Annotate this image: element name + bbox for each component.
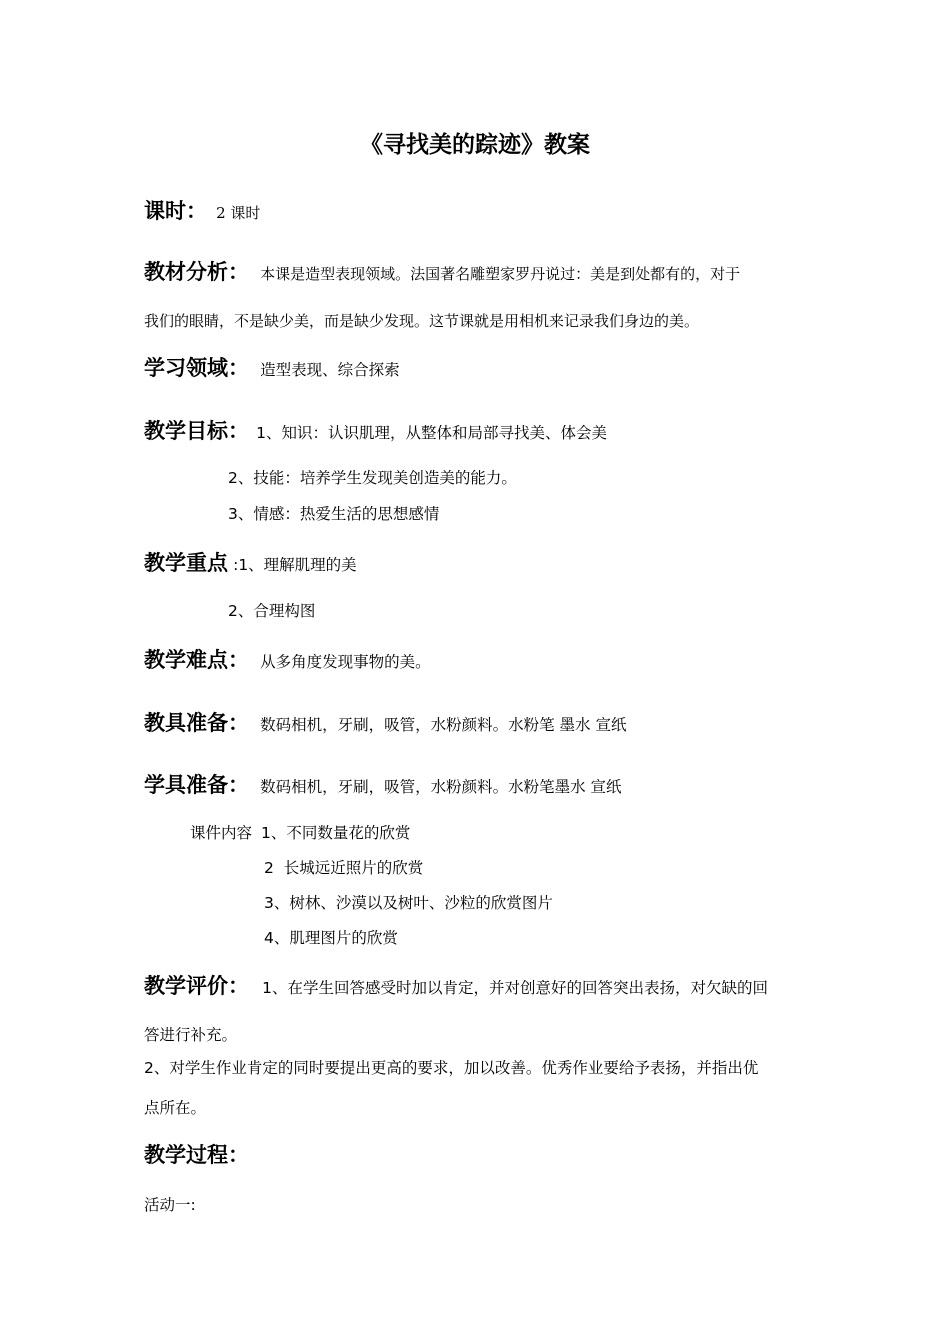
teacher-tools-row xyxy=(144,707,626,737)
difficulty-row xyxy=(144,644,431,674)
key-points-row xyxy=(144,547,357,577)
learning-field-value: 造型表现、综合探索 xyxy=(260,361,400,379)
evaluation-text-1: 1、在学生回答感受时加以肯定，并对创意好的回答突出表扬，对欠缺的回 xyxy=(262,979,768,997)
teaching-goal-3: 3、情感：热爱生活的思想感情 xyxy=(228,505,440,523)
student-tools-label: 学具准备： xyxy=(144,773,249,797)
courseware-item-3: 3、树林、沙漠以及树叶、沙粒的欣赏图片 xyxy=(264,894,553,912)
teaching-goal-1: 1、知识：认识肌理，从整体和局部寻找美、体会美 xyxy=(256,424,607,442)
key-point-2: 2、合理构图 xyxy=(228,602,316,620)
evaluation-text-4: 点所在。 xyxy=(144,1099,207,1117)
learning-field-label: 学习领域： xyxy=(144,356,249,380)
teacher-tools-label: 教具准备： xyxy=(144,711,249,735)
courseware-label: 课件内容 xyxy=(190,824,253,842)
difficulty-label: 教学难点： xyxy=(144,648,249,672)
teacher-tools-value: 数码相机，牙刷，吸管，水粉颜料。水粉笔 墨水 宣纸 xyxy=(260,716,627,734)
teaching-process-label: 教学过程： xyxy=(144,1143,249,1167)
difficulty-value: 从多角度发现事物的美。 xyxy=(260,653,431,671)
material-analysis-text-2: 我们的眼睛，不是缺少美，而是缺少发现。这节课就是用相机来记录我们身边的美。 xyxy=(144,312,700,330)
key-points-label: 教学重点 xyxy=(144,551,228,575)
class-hours-label: 课时： xyxy=(144,199,207,223)
document-title: 《寻找美的踪迹》教案 xyxy=(360,132,590,158)
material-analysis-text-1: 本课是造型表现领域。法国著名雕塑家罗丹说过：美是到处都有的，对于 xyxy=(260,265,741,283)
activity-one-label: 活动一: xyxy=(144,1196,196,1214)
key-point-1: :1、理解肌理的美 xyxy=(233,556,357,574)
courseware-item-1: 1、不同数量花的欣赏 xyxy=(260,824,411,842)
class-hours-value: 2 课时 xyxy=(216,204,261,222)
courseware-item-4: 4、肌理图片的欣赏 xyxy=(264,929,398,947)
material-analysis-label: 教材分析： xyxy=(144,260,249,284)
courseware-item-2: 2 长城远近照片的欣赏 xyxy=(264,859,424,877)
teaching-goals-row xyxy=(144,415,607,445)
teaching-goal-2: 2、技能：培养学生发现美创造美的能力。 xyxy=(228,469,517,487)
student-tools-row xyxy=(144,769,622,799)
courseware-row xyxy=(190,821,410,843)
teaching-goals-label: 教学目标： xyxy=(144,419,249,443)
student-tools-value: 数码相机，牙刷，吸管，水粉颜料。水粉笔墨水 宣纸 xyxy=(260,778,622,796)
class-hours-row xyxy=(144,195,260,225)
learning-field-row xyxy=(144,352,400,382)
evaluation-row xyxy=(144,970,768,1000)
evaluation-text-2: 答进行补充。 xyxy=(144,1026,238,1044)
evaluation-label: 教学评价： xyxy=(144,974,249,998)
evaluation-text-3: 2、对学生作业肯定的同时要提出更高的要求，加以改善。优秀作业要给予表扬，并指出优 xyxy=(144,1059,759,1077)
material-analysis-row xyxy=(144,256,740,286)
